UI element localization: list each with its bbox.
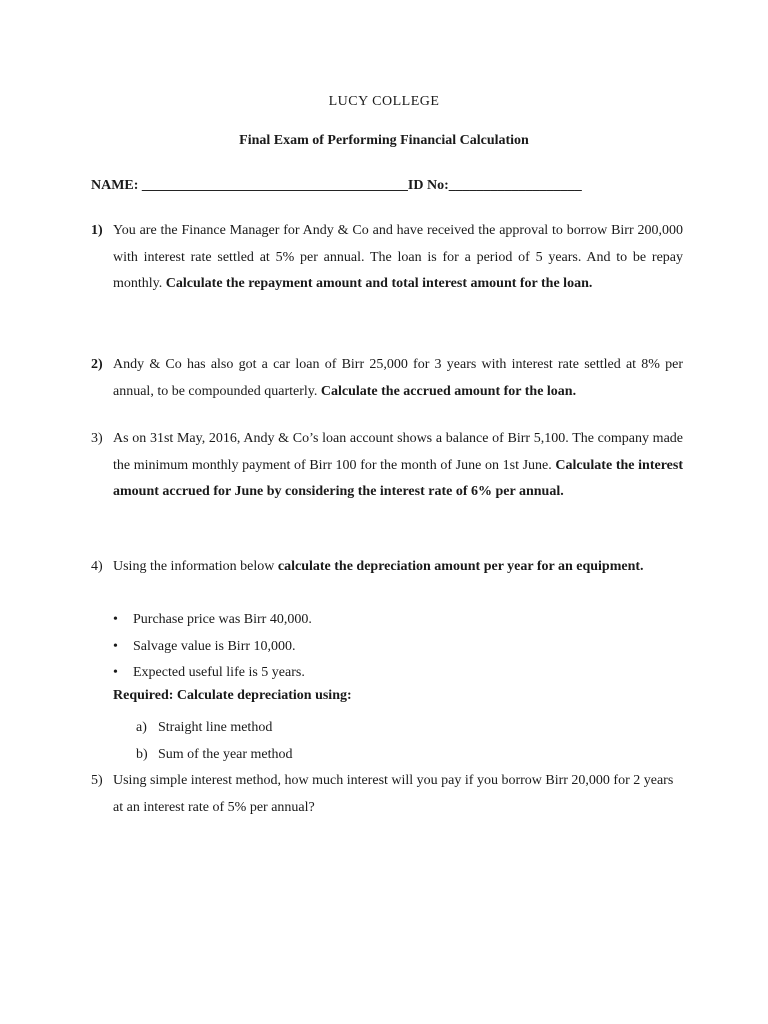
question-number: 2): [91, 357, 103, 372]
bullet-icon: •: [113, 665, 118, 680]
q4-required-heading: Required: Calculate depreciation using:: [113, 688, 352, 703]
question-2: [91, 352, 683, 405]
exam-title: Final Exam of Performing Financial Calculation: [239, 133, 529, 148]
list-item: • Salvage value is Birr 10,000.: [113, 634, 673, 661]
college-name: LUCY COLLEGE: [328, 94, 440, 109]
question-number: 5): [91, 773, 103, 788]
sub-item-text: Straight line method: [158, 720, 273, 735]
sub-item-letter: b): [136, 747, 148, 762]
bullet-icon: •: [113, 638, 118, 654]
bullet-icon: •: [113, 612, 118, 627]
question-instruction: Calculate the accrued amount for the loan.: [320, 383, 577, 399]
list-item: [136, 741, 293, 768]
question-text: Using the information below calculate the depreciation amount per year for an equipment.: [113, 559, 644, 574]
sub-item-letter: a): [136, 720, 147, 735]
question-5: [91, 768, 683, 821]
question-text: Andy & Co has also got a car loan of Birr 25,000 for 3 years with interest rate settled at 8% per annual, to be compounded quarterly. Calculate the accrued amount for the loan.: [113, 357, 683, 399]
question-3: [91, 426, 683, 506]
list-item: • Expected useful life is 5 years.: [113, 660, 673, 687]
question-number: 1): [91, 223, 103, 238]
question-number: 3): [91, 431, 103, 446]
question-instruction: Calculate the repayment amount and total interest amount for the loan.: [165, 276, 593, 291]
question-number: 4): [91, 559, 103, 574]
question-1: [91, 218, 683, 298]
sub-item-text: Sum of the year method: [158, 747, 293, 762]
name-id-line: NAME: ______________________________________ID No:___________________: [91, 178, 582, 193]
question-text: Using simple interest method, how much interest will you pay if you borrow Birr 20,000 for 2 years at an interest rate of 5% per annual?: [113, 773, 674, 815]
question-instruction: calculate the depreciation amount per year for an equipment.: [277, 559, 644, 574]
question-text: You are the Finance Manager for Andy & Co and have received the approval to borrow Birr 200,000 with interest rate settled at 5% per annual. The loan is for a period of 5 years. And to be repay monthly. Calculate the repayment amount and total interest amount for the loan.: [113, 223, 683, 291]
q4-sub-list: [136, 714, 293, 768]
list-item: • Purchase price was Birr 40,000.: [113, 607, 673, 634]
q4-bullet-list: [113, 607, 673, 687]
list-item: [136, 714, 293, 741]
question-4: [91, 554, 683, 581]
question-text: As on 31st May, 2016, Andy & Co’s loan account shows a balance of Birr 5,100. The company made the minimum monthly payment of Birr 100 for the month of June on 1st June. Calculate the interest amount accrued for June by considering the interest rate of 6% per annual.: [113, 431, 683, 499]
question-instruction: Calculate the interest amount accrued for June by considering the interest rate of 6% per annual.: [113, 457, 683, 499]
